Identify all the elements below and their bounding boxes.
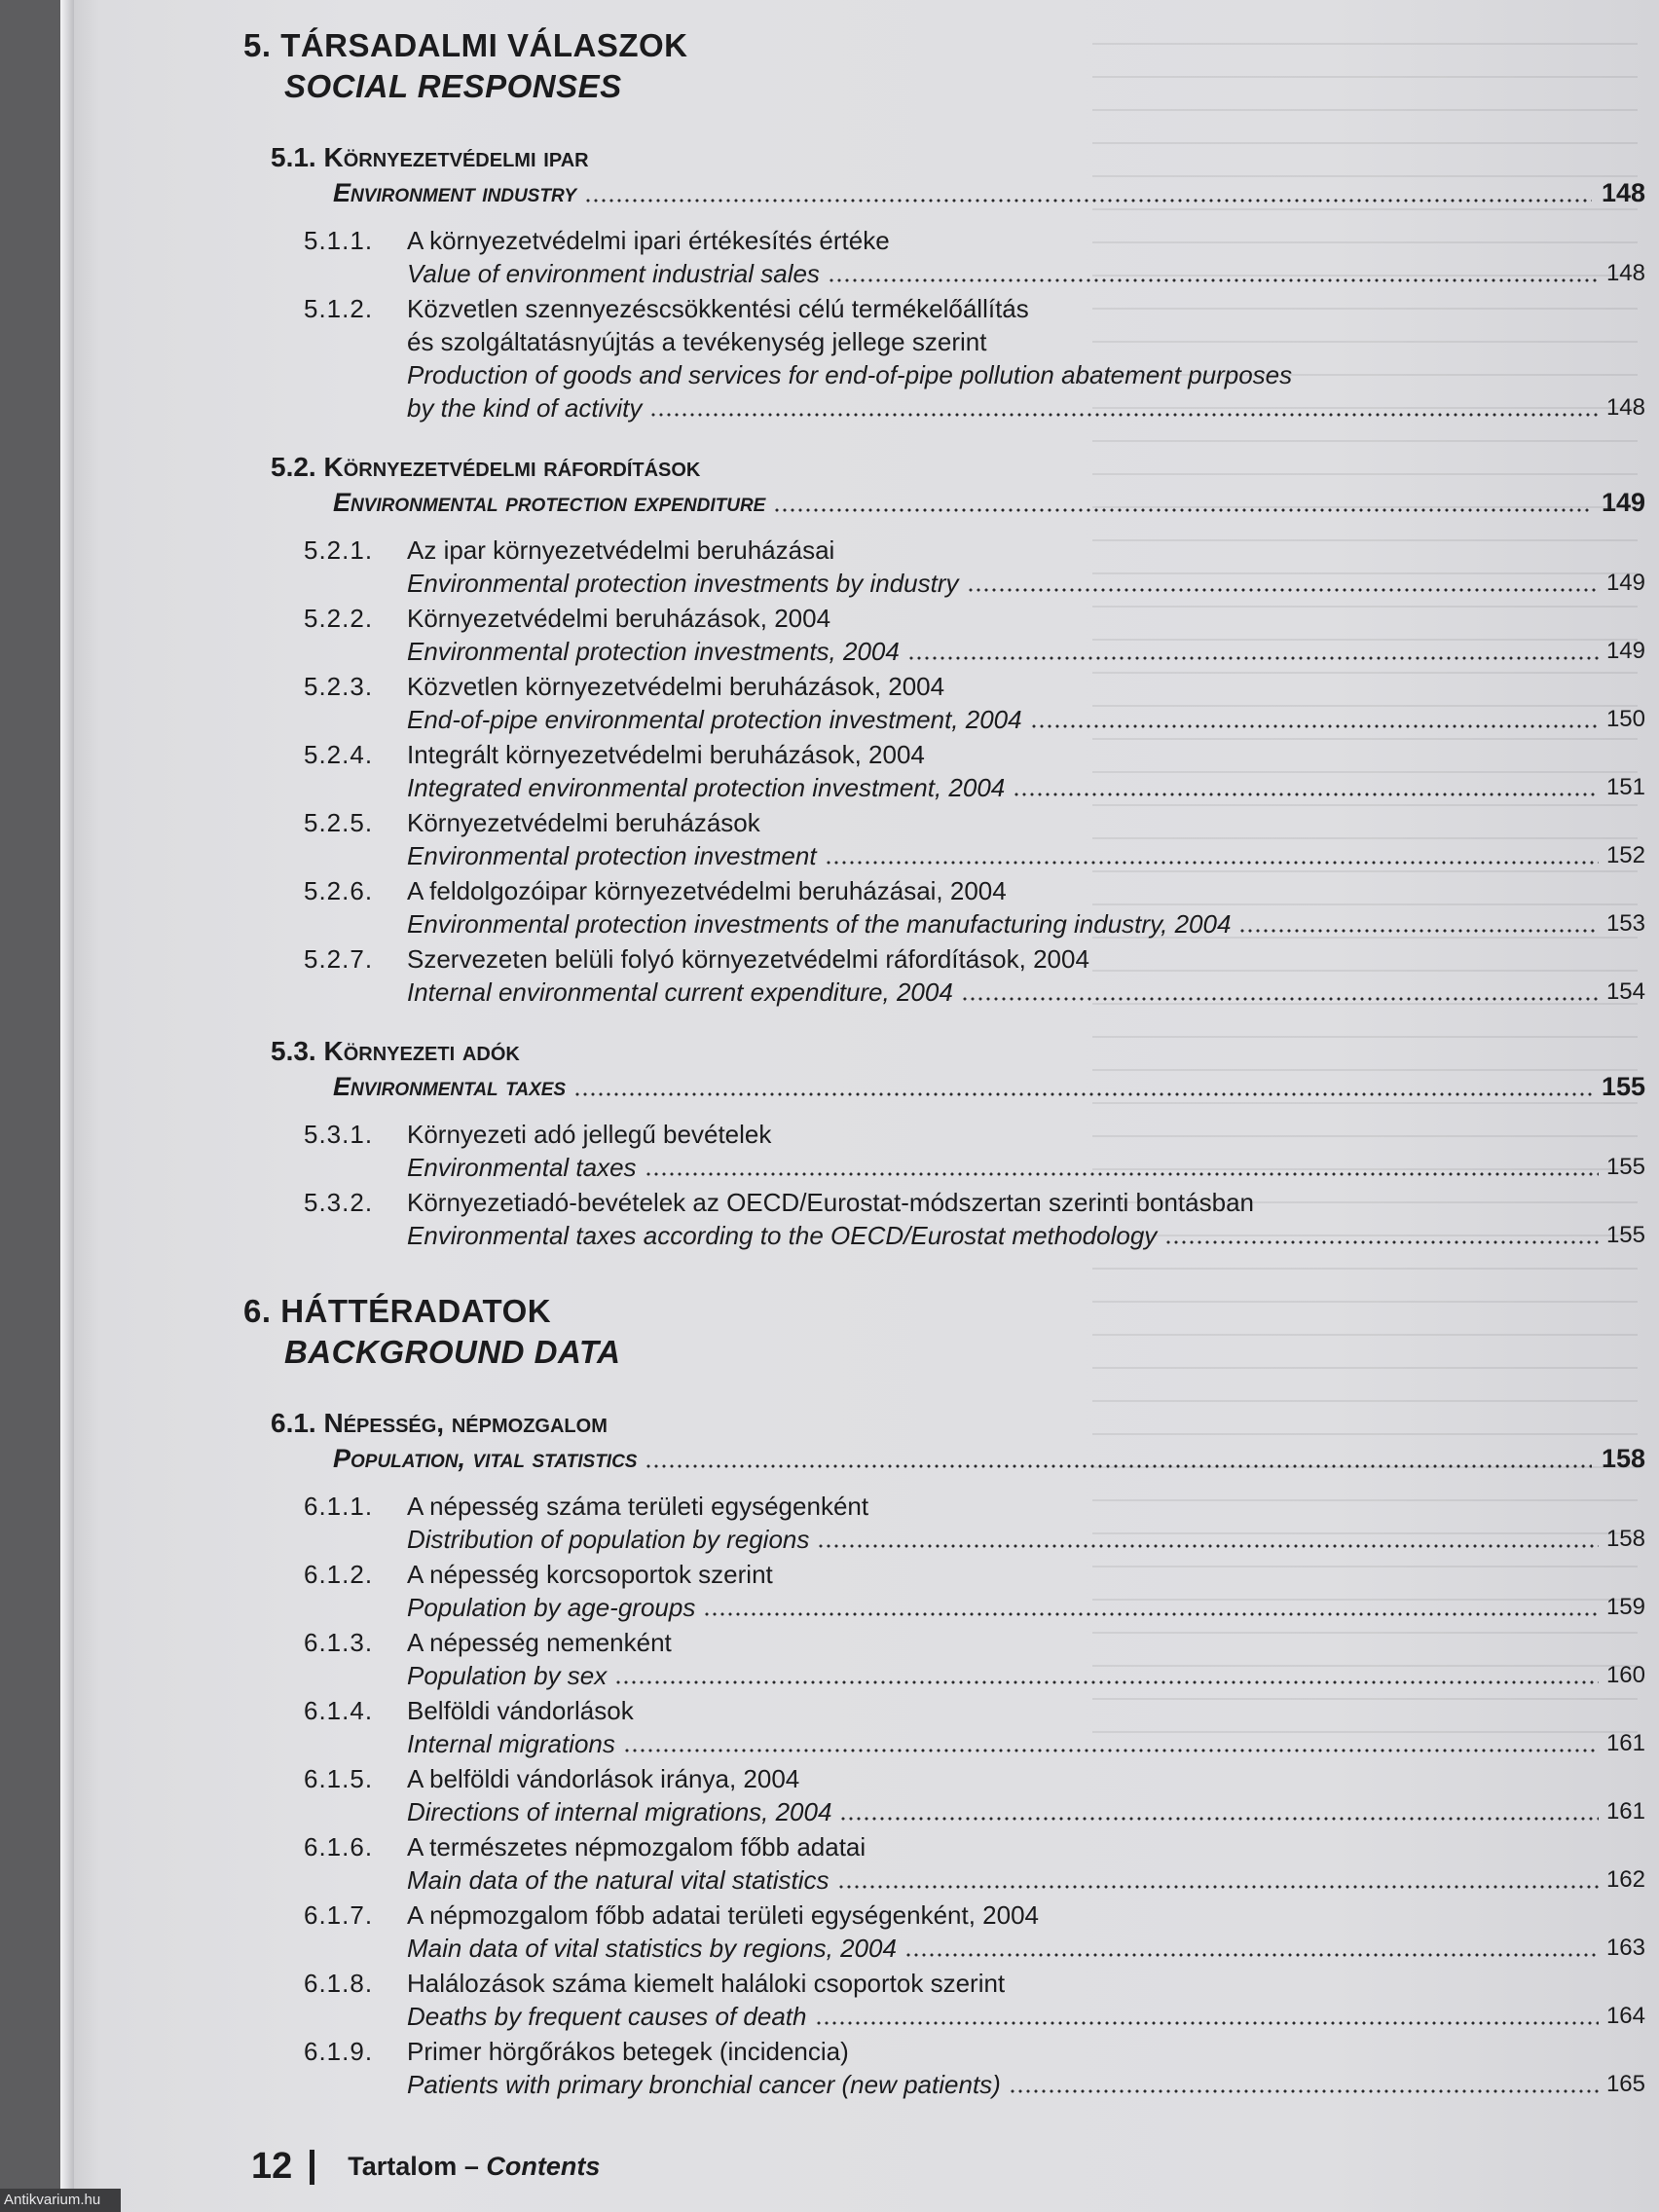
entry-title-hu: Környezetvédelmi beruházások <box>407 808 760 837</box>
entry-page-number: 160 <box>1605 1662 1645 1688</box>
entry-number: 5.2.7. <box>304 944 374 974</box>
dot-leader <box>907 656 1599 660</box>
entry-title-en-row <box>407 2000 1645 2033</box>
entry-title-en-row <box>407 257 1645 290</box>
dot-leader <box>828 278 1599 282</box>
entry-body <box>407 1490 1645 1556</box>
chapter-5 <box>243 25 1645 1291</box>
entry-title-en: End-of-pipe environmental protection investment, 2004 <box>407 705 1022 734</box>
entry-title-hu: Integrált környezetvédelmi beruházások, 2004 <box>407 740 925 769</box>
toc-entry <box>243 1490 1645 1556</box>
toc-entry <box>243 1626 1645 1692</box>
dot-leader <box>1164 1240 1599 1244</box>
section-heading <box>243 450 1645 520</box>
entry-title-hu: Halálozások száma kiemelt haláloki csoportok szerint <box>407 1969 1006 1998</box>
entry-title-hu: Közvetlen környezetvédelmi beruházások, 2004 <box>407 672 945 701</box>
section-title-en: Environment industry <box>333 178 577 207</box>
entry-title-en-row <box>407 1151 1645 1184</box>
section-title-hu: 5.2. Környezetvédelmi ráfordítások <box>271 452 701 482</box>
entry-number: 5.2.4. <box>304 740 374 769</box>
section-title-row <box>243 1441 1645 1476</box>
entry-title-en: Environmental protection investments, 2004 <box>407 637 900 666</box>
dot-leader <box>614 1680 1599 1684</box>
entry-title-hu: Környezetvédelmi beruházások, 2004 <box>407 604 831 633</box>
entry-title-hu: A természetes népmozgalom főbb adatai <box>407 1832 866 1862</box>
entry-title-hu: és szolgáltatásnyújtás a tevékenység jellege szerint <box>407 327 987 356</box>
entry-page-number: 150 <box>1605 706 1645 732</box>
toc-entry <box>243 1967 1645 2033</box>
dot-leader <box>1013 793 1599 796</box>
entry-title-en: Value of environment industrial sales <box>407 259 820 288</box>
section-title-hu: 6.1. Népesség, népmozgalom <box>271 1408 608 1438</box>
entry-page-number: 153 <box>1605 910 1645 937</box>
dot-leader <box>1009 2089 1599 2093</box>
section-page-number: 158 <box>1601 1444 1645 1473</box>
dot-leader <box>825 861 1599 865</box>
footer-separator: – <box>457 2152 487 2181</box>
dot-leader <box>645 1172 1599 1176</box>
entry-title-hu: Szervezeten belüli folyó környezetvédelmi ráfordítások, 2004 <box>407 944 1089 974</box>
entry-body <box>407 1899 1645 1965</box>
dot-leader <box>649 413 1599 417</box>
entry-title-en: Distribution of population by regions <box>407 1525 810 1554</box>
dot-leader <box>904 1953 1599 1957</box>
footer-title-en: Contents <box>486 2152 601 2181</box>
page-edge <box>60 0 74 2212</box>
entry-page-number: 155 <box>1605 1222 1645 1248</box>
entry-page-number: 163 <box>1605 1935 1645 1961</box>
toc-entry <box>243 1762 1645 1828</box>
entry-title-en: Production of goods and services for end-of-pipe pollution abatement purposes <box>407 360 1293 389</box>
entry-title-en: Integrated environmental protection investment, 2004 <box>407 773 1006 802</box>
entry-title-en-row <box>407 567 1645 600</box>
entry-number: 6.1.9. <box>304 2037 374 2066</box>
entry-body <box>407 1626 1645 1692</box>
entry-title-en-row <box>407 976 1645 1009</box>
toc-entry <box>243 670 1645 736</box>
watermark: Antikvarium.hu <box>0 2189 121 2212</box>
entry-title-hu: A népmozgalom főbb adatai területi egységenként, 2004 <box>407 1900 1040 1930</box>
section-page-number: 148 <box>1601 178 1645 207</box>
entry-body <box>407 1830 1645 1897</box>
dot-leader <box>573 1092 1592 1096</box>
entry-title-en: Population by age-groups <box>407 1593 696 1622</box>
footer-divider <box>310 2150 314 2185</box>
entry-number: 5.2.1. <box>304 535 374 565</box>
chapter-6 <box>243 1291 1645 2101</box>
section-title-row <box>243 485 1645 520</box>
dot-leader <box>967 588 1599 592</box>
entry-title-hu: Belföldi vándorlások <box>407 1696 634 1725</box>
entry-number: 6.1.4. <box>304 1696 374 1725</box>
section-title-en: Environmental taxes <box>333 1072 567 1101</box>
chapter-title-hu: 5. TÁRSADALMI VÁLASZOK <box>243 27 688 63</box>
entry-title-en: Environmental protection investments of the manufacturing industry, 2004 <box>407 909 1232 939</box>
section-page-number: 149 <box>1601 488 1645 517</box>
entry-title-hu: A feldolgozóipar környezetvédelmi beruházásai, 2004 <box>407 876 1007 905</box>
entry-title-en-row <box>407 1219 1645 1252</box>
section-heading <box>243 140 1645 210</box>
entry-title-en: Directions of internal migrations, 2004 <box>407 1797 832 1826</box>
toc-entry <box>243 1118 1645 1184</box>
entry-number: 5.3.1. <box>304 1120 374 1149</box>
toc-entry <box>243 534 1645 600</box>
entry-body <box>407 224 1645 290</box>
entry-number: 5.2.5. <box>304 808 374 837</box>
entry-title-hu: A népesség korcsoportok szerint <box>407 1560 773 1589</box>
entry-page-number: 161 <box>1605 1730 1645 1756</box>
entry-page-number: 149 <box>1605 638 1645 664</box>
dot-leader <box>961 997 1599 1001</box>
entry-title-hu: Primer hörgőrákos betegek (incidencia) <box>407 2037 849 2066</box>
entry-title-en-row <box>407 1591 1645 1624</box>
entry-body <box>407 1186 1645 1252</box>
entry-title-en-row <box>407 907 1645 940</box>
entry-body <box>407 1762 1645 1828</box>
entry-number: 6.1.3. <box>304 1628 374 1657</box>
entry-page-number: 148 <box>1605 260 1645 286</box>
footer-page-number: 12 <box>251 2146 293 2187</box>
entry-title-en: Main data of the natural vital statistics <box>407 1865 830 1895</box>
entry-body <box>407 806 1645 872</box>
chapter-heading <box>243 1291 1645 1373</box>
toc-entry <box>243 874 1645 940</box>
entry-page-number: 165 <box>1605 2071 1645 2097</box>
book-page <box>60 0 1659 2212</box>
entry-page-number: 158 <box>1605 1526 1645 1552</box>
entry-title-hu: Az ipar környezetvédelmi beruházásai <box>407 535 835 565</box>
footer-title-hu: Tartalom <box>348 2152 458 2181</box>
toc-entry <box>243 1830 1645 1897</box>
entry-title-hu: A népesség nemenként <box>407 1628 672 1657</box>
entry-body <box>407 1558 1645 1624</box>
section-title-row <box>243 1069 1645 1104</box>
entry-title-en-row <box>407 1659 1645 1692</box>
entry-title-en-row <box>407 839 1645 872</box>
entry-title-en-row <box>407 1727 1645 1760</box>
entry-title-en: Patients with primary bronchial cancer (new patients) <box>407 2070 1001 2099</box>
dot-leader <box>1030 724 1599 728</box>
entry-title-en-row <box>407 391 1645 424</box>
entry-title-en: by the kind of activity <box>407 393 643 423</box>
entry-title-en-row <box>407 703 1645 736</box>
table-of-contents <box>243 25 1645 2103</box>
entry-body <box>407 1118 1645 1184</box>
page-footer <box>251 2146 600 2188</box>
entry-number: 5.1.2. <box>304 294 374 323</box>
dot-leader <box>817 1544 1599 1548</box>
entry-body <box>407 670 1645 736</box>
entry-number: 5.2.2. <box>304 604 374 633</box>
entry-page-number: 162 <box>1605 1866 1645 1893</box>
toc-entry <box>243 1186 1645 1252</box>
toc-entry <box>243 602 1645 668</box>
toc-entry <box>243 2035 1645 2101</box>
entry-number: 5.3.2. <box>304 1188 374 1217</box>
chapter-title-en: BACKGROUND DATA <box>284 1334 621 1370</box>
entry-body <box>407 874 1645 940</box>
entry-number: 5.2.6. <box>304 876 374 905</box>
entry-page-number: 149 <box>1605 570 1645 596</box>
chapter-heading <box>243 25 1645 107</box>
entry-title-hu: A belföldi vándorlások iránya, 2004 <box>407 1764 800 1793</box>
section-title-hu: 5.3. Környezeti adók <box>271 1036 520 1066</box>
dot-leader <box>773 508 1592 512</box>
entry-title-en-row <box>407 635 1645 668</box>
entry-title-hu: Környezeti adó jellegű bevételek <box>407 1120 772 1149</box>
dot-leader <box>815 2021 1599 2025</box>
section-heading <box>243 1406 1645 1476</box>
entry-page-number: 159 <box>1605 1594 1645 1620</box>
section-title-hu: 5.1. Környezetvédelmi ipar <box>271 142 589 172</box>
entry-title-en: Environmental protection investment <box>407 841 817 870</box>
section-title-row <box>243 175 1645 210</box>
toc-entry <box>243 1558 1645 1624</box>
entry-title-en-row <box>407 1523 1645 1556</box>
entry-title-en: Environmental taxes according to the OECD/Eurostat methodology <box>407 1221 1158 1250</box>
entry-body <box>407 534 1645 600</box>
entry-page-number: 152 <box>1605 842 1645 868</box>
toc-entry <box>243 1694 1645 1760</box>
entry-body <box>407 1694 1645 1760</box>
entry-body <box>407 1967 1645 2033</box>
chapter-title-en: SOCIAL RESPONSES <box>284 68 622 104</box>
entry-number: 6.1.2. <box>304 1560 374 1589</box>
entry-title-hu: Közvetlen szennyezéscsökkentési célú termékelőállítás <box>407 294 1029 323</box>
entry-body <box>407 292 1645 424</box>
dot-leader <box>839 1817 1599 1821</box>
entry-title-en-row <box>407 1863 1645 1897</box>
entry-page-number: 148 <box>1605 394 1645 421</box>
entry-title-en: Internal environmental current expenditure, 2004 <box>407 977 953 1007</box>
entry-title-hu: Környezetiadó-bevételek az OECD/Eurostat-módszertan szerinti bontásban <box>407 1188 1254 1217</box>
section-title-en: Environmental protection expenditure <box>333 488 766 517</box>
toc-entry <box>243 738 1645 804</box>
toc-entry <box>243 224 1645 290</box>
dot-leader <box>703 1612 1599 1616</box>
entry-title-en: Environmental taxes <box>407 1153 637 1182</box>
dot-leader <box>645 1464 1591 1468</box>
entry-title-en: Population by sex <box>407 1661 608 1690</box>
section-title-en: Population, vital statistics <box>333 1444 638 1473</box>
dot-leader <box>584 199 1592 203</box>
entry-number: 6.1.5. <box>304 1764 374 1793</box>
dot-leader <box>837 1885 1599 1889</box>
entry-title-en: Deaths by frequent causes of death <box>407 2002 807 2031</box>
entry-title-hu: A népesség száma területi egységenként <box>407 1492 869 1521</box>
entry-body <box>407 738 1645 804</box>
entry-title-en-row <box>407 1795 1645 1828</box>
entry-number: 6.1.1. <box>304 1492 374 1521</box>
entry-title-en-row <box>407 771 1645 804</box>
chapter-title-hu: 6. HÁTTÉRADATOK <box>243 1293 552 1329</box>
entry-number: 6.1.7. <box>304 1900 374 1930</box>
toc-entry <box>243 806 1645 872</box>
toc-entry <box>243 942 1645 1009</box>
dot-leader <box>623 1749 1599 1752</box>
toc-entry <box>243 292 1645 424</box>
entry-page-number: 164 <box>1605 2003 1645 2029</box>
entry-title-en: Environmental protection investments by industry <box>407 569 959 598</box>
entry-number: 6.1.8. <box>304 1969 374 1998</box>
dot-leader <box>1238 929 1599 933</box>
entry-title-en: Main data of vital statistics by regions, 2004 <box>407 1934 897 1963</box>
section-heading <box>243 1034 1645 1104</box>
entry-number: 5.2.3. <box>304 672 374 701</box>
entry-number: 5.1.1. <box>304 226 374 255</box>
toc-entry <box>243 1899 1645 1965</box>
entry-number: 6.1.6. <box>304 1832 374 1862</box>
entry-title-en-row <box>407 1932 1645 1965</box>
entry-page-number: 161 <box>1605 1798 1645 1825</box>
entry-title-en-row <box>407 2068 1645 2101</box>
entry-page-number: 155 <box>1605 1154 1645 1180</box>
entry-body <box>407 942 1645 1009</box>
section-page-number: 155 <box>1601 1072 1645 1101</box>
entry-title-hu: A környezetvédelmi ipari értékesítés értéke <box>407 226 890 255</box>
entry-page-number: 154 <box>1605 978 1645 1005</box>
entry-title-en: Internal migrations <box>407 1729 615 1758</box>
entry-body <box>407 2035 1645 2101</box>
entry-body <box>407 602 1645 668</box>
chapter-spacer <box>243 1254 1645 1291</box>
entry-page-number: 151 <box>1605 774 1645 800</box>
